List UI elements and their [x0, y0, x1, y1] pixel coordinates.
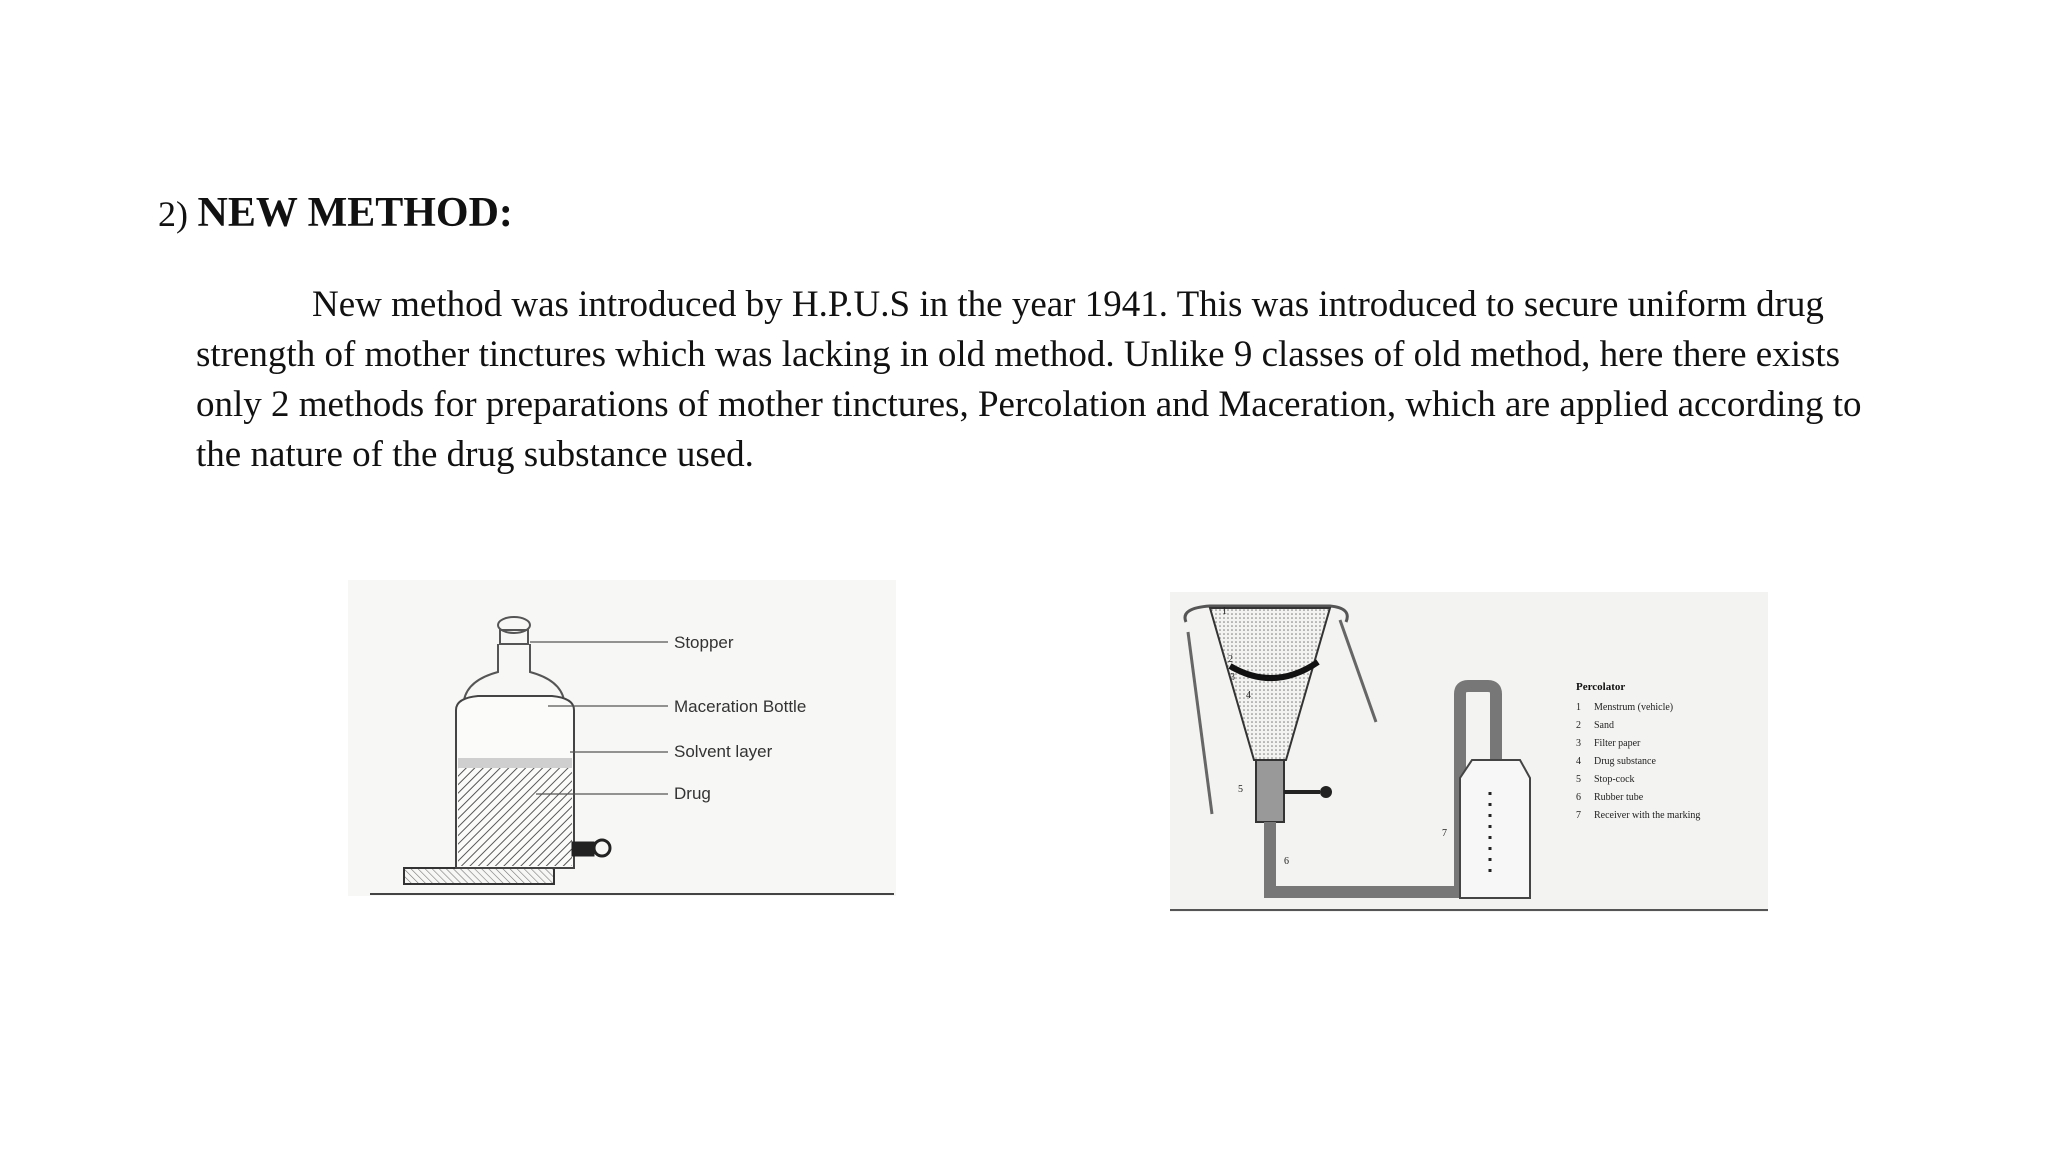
section-title: NEW METHOD:: [197, 190, 513, 236]
label-stopper: Stopper: [674, 633, 734, 652]
stand-arm-left: [1188, 632, 1212, 814]
bottle-base: [404, 868, 554, 884]
callout-6: 6: [1284, 856, 1289, 867]
legend-text-7: Receiver with the marking: [1594, 810, 1701, 821]
callout-3: 3: [1230, 672, 1235, 683]
legend-text-4: Drug substance: [1594, 756, 1656, 767]
legend-num-7: 7: [1576, 810, 1581, 821]
legend-text-3: Filter paper: [1594, 738, 1641, 749]
receiver: [1460, 760, 1530, 898]
section-heading: [158, 190, 513, 237]
legend-title: Percolator: [1576, 681, 1626, 693]
label-maceration-bottle: Maceration Bottle: [674, 697, 807, 716]
label-drug: Drug: [674, 784, 711, 803]
legend-num-2: 2: [1576, 720, 1581, 731]
legend-num-6: 6: [1576, 792, 1581, 803]
legend-num-5: 5: [1576, 774, 1581, 785]
percolator-legend: [1576, 702, 1700, 821]
stand-arm-right: [1340, 620, 1376, 722]
bottle-tap: [572, 842, 594, 856]
stop-cock-knob: [1320, 786, 1332, 798]
percolator-diagram: [1170, 592, 1768, 912]
drug-layer: [458, 768, 572, 866]
legend-num-1: 1: [1576, 702, 1581, 713]
callout-2: 2: [1228, 654, 1233, 665]
label-solvent-layer: Solvent layer: [674, 742, 773, 761]
legend-text-6: Rubber tube: [1594, 792, 1644, 803]
section-number: 2): [158, 194, 188, 234]
callout-5: 5: [1238, 784, 1243, 795]
tap-handle: [594, 840, 610, 856]
legend-text-1: Menstrum (vehicle): [1594, 702, 1674, 713]
callout-4: 4: [1246, 690, 1251, 701]
solvent-layer: [458, 758, 572, 768]
legend-text-2: Sand: [1594, 720, 1614, 731]
callout-1: 1: [1222, 606, 1227, 617]
percolator-stem: [1256, 760, 1284, 822]
maceration-diagram: [348, 580, 896, 896]
percolator-funnel: [1210, 608, 1330, 760]
legend-num-4: 4: [1576, 756, 1581, 767]
percolator-figure: [1170, 592, 1768, 912]
legend-text-5: Stop-cock: [1594, 774, 1635, 785]
maceration-figure: [348, 580, 896, 896]
legend-num-3: 3: [1576, 738, 1581, 749]
callout-7: 7: [1442, 828, 1447, 839]
body-paragraph: New method was introduced by H.P.U.S in the year 1941. This was introduced to secure uniform drug strength of mother tinctures which was lacking in old method. Unlike 9 classes of old method, here there exists only 2 methods for preparations of mother tinctures, Percolation and Maceration, which are applied according to the nature of the drug substance used.: [196, 284, 1862, 475]
